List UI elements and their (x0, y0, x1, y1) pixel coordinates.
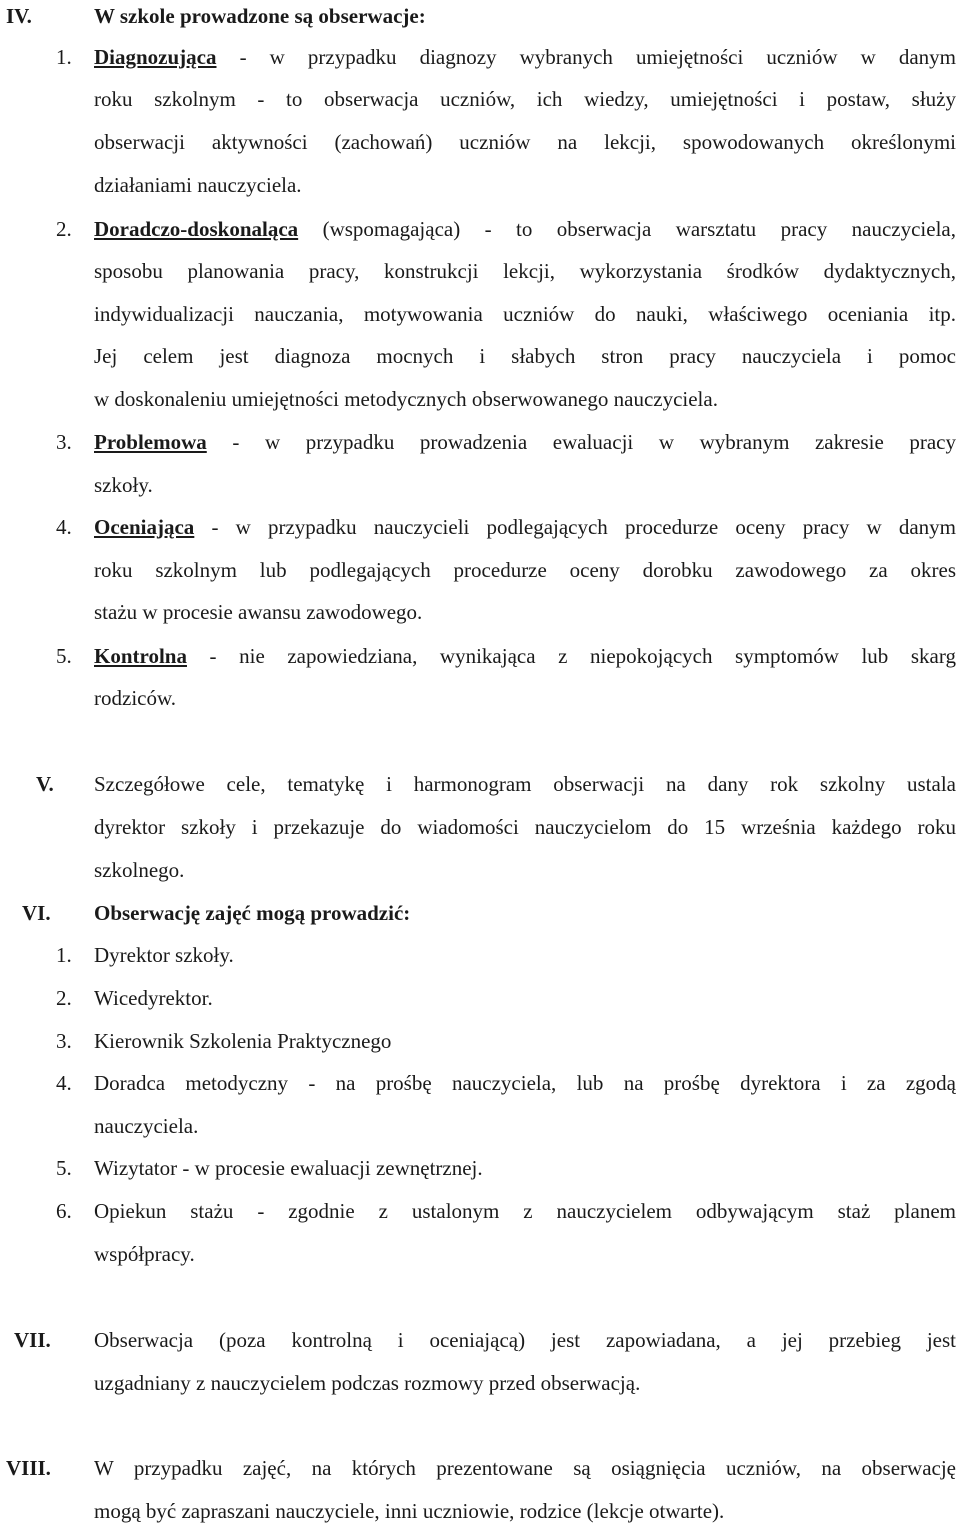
item-iv-2-line-2: sposobu planowania pracy, konstrukcji lekcji, wykorzystania środków dydaktycznych, (94, 259, 956, 283)
section-vi-heading: Obserwację zajęć mogą prowadzić: (94, 901, 411, 925)
item-iv-4-number: 4. (56, 515, 72, 539)
item-iv-2-line-3: indywidualizacji nauczania, motywowania uczniów do nauki, właściwego oceniania itp. (94, 302, 956, 326)
section-iv-heading: W szkole prowadzone są obserwacje: (94, 4, 426, 28)
item-vi-3-text: Kierownik Szkolenia Praktycznego (94, 1029, 392, 1053)
item-iv-3-number: 3. (56, 430, 72, 454)
section-vii-line-1: Obserwacja (poza kontrolną i oceniającą) jest zapowiadana, a jej przebieg jest (94, 1328, 956, 1352)
item-iv-2-line-4: Jej celem jest diagnoza mocnych i słabych stron pracy nauczyciela i pomoc (94, 344, 956, 368)
item-vi-2-text: Wicedyrektor. (94, 986, 213, 1010)
section-vii-number: VII. (14, 1328, 51, 1352)
section-v-line-1: Szczegółowe cele, tematykę i harmonogram obserwacji na dany rok szkolny ustala (94, 772, 956, 796)
item-iv-1-line-1: Diagnozująca - w przypadku diagnozy wybranych umiejętności uczniów w danym (94, 45, 956, 69)
item-iv-2-line-5: w doskonaleniu umiejętności metodycznych obserwowanego nauczyciela. (94, 387, 718, 411)
item-iv-5-line-1: Kontrolna - nie zapowiedziana, wynikająca z niepokojących symptomów lub skarg (94, 644, 956, 668)
section-viii-line-2: mogą być zapraszani nauczyciele, inni uczniowie, rodzice (lekcje otwarte). (94, 1499, 725, 1523)
item-iv-4-term: Oceniająca (94, 515, 195, 539)
item-vi-4-line-1: Doradca metodyczny - na prośbę nauczyciela, lub na prośbę dyrektora i za zgodą (94, 1071, 956, 1095)
item-vi-1-text: Dyrektor szkoły. (94, 943, 234, 967)
item-vi-5-text: Wizytator - w procesie ewaluacji zewnętrznej. (94, 1156, 483, 1180)
section-v-line-3: szkolnego. (94, 858, 185, 882)
item-iv-4-line-2: roku szkolnym lub podlegających procedurze oceny dorobku zawodowego za okres (94, 558, 956, 582)
section-v-line-2: dyrektor szkoły i przekazuje do wiadomości nauczycielom do 15 września każdego roku (94, 815, 956, 839)
item-iv-1-term: Diagnozująca (94, 45, 217, 69)
item-iv-4-line-1: Oceniająca - w przypadku nauczycieli podlegających procedurze oceny pracy w danym (94, 515, 956, 539)
item-vi-4-line-2: nauczyciela. (94, 1114, 199, 1138)
item-iv-1-line-4: działaniami nauczyciela. (94, 173, 302, 197)
item-iv-5-term: Kontrolna (94, 644, 187, 668)
item-vi-6-number: 6. (56, 1199, 72, 1223)
item-iv-3-line-1: Problemowa - w przypadku prowadzenia ewaluacji w wybranym zakresie pracy (94, 430, 956, 454)
item-iv-1-line-3: obserwacji aktywności (zachowań) uczniów na lekcji, spowodowanych określonymi (94, 130, 956, 154)
item-vi-2-number: 2. (56, 986, 72, 1010)
item-iv-1-number: 1. (56, 45, 72, 69)
section-viii-line-1: W przypadku zajęć, na których prezentowane są osiągnięcia uczniów, na obserwację (94, 1456, 956, 1480)
item-vi-1-number: 1. (56, 943, 72, 967)
item-iv-2-number: 2. (56, 217, 72, 241)
item-iv-2-term: Doradczo-doskonaląca (94, 217, 299, 241)
section-iv-number: IV. (6, 4, 32, 28)
item-iv-1-line-2: roku szkolnym - to obserwacja uczniów, ich wiedzy, umiejętności i postaw, służy (94, 87, 956, 111)
item-vi-3-number: 3. (56, 1029, 72, 1053)
item-iv-3-term: Problemowa (94, 430, 207, 454)
item-vi-5-number: 5. (56, 1156, 72, 1180)
item-iv-5-number: 5. (56, 644, 72, 668)
section-vi-number: VI. (22, 901, 51, 925)
item-vi-6-line-1: Opiekun stażu - zgodnie z ustalonym z nauczycielem odbywającym staż planem (94, 1199, 956, 1223)
item-vi-4-number: 4. (56, 1071, 72, 1095)
item-vi-6-line-2: współpracy. (94, 1242, 195, 1266)
section-viii-number: VIII. (6, 1456, 51, 1480)
item-iv-5-line-2: rodziców. (94, 686, 177, 710)
section-v-number: V. (36, 772, 54, 796)
section-vii-line-2: uzgadniany z nauczycielem podczas rozmowy przed obserwacją. (94, 1371, 641, 1395)
item-iv-2-line-1: Doradczo-doskonaląca (wspomagająca) - to obserwacja warsztatu pracy nauczyciela, (94, 217, 956, 241)
item-iv-3-line-2: szkoły. (94, 473, 153, 497)
item-iv-4-line-3: stażu w procesie awansu zawodowego. (94, 600, 423, 624)
